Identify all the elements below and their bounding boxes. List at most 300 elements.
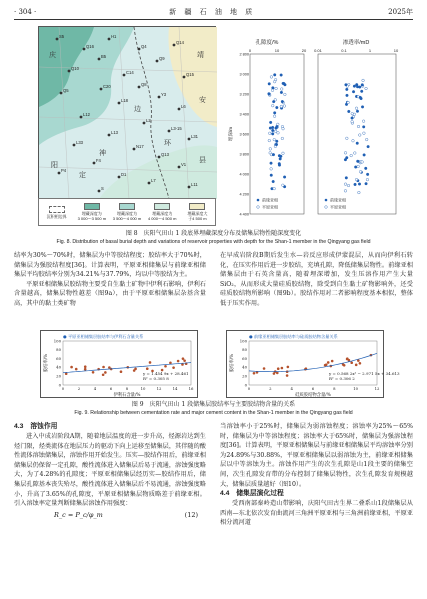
equation-body: R_c = P_c/φ_m — [54, 510, 103, 519]
well-label: Q15 — [186, 72, 194, 77]
data-point — [280, 155, 283, 158]
caption-en: Fig. 9. Relationship between cementation rate and major cement content in the Shan-1 member in the Qingyang gas field — [74, 410, 353, 416]
well-icon — [73, 144, 76, 147]
data-point — [351, 117, 354, 120]
well-icon — [98, 190, 101, 193]
tick-label: 0 — [58, 382, 61, 388]
tick-label: 0.1 — [341, 48, 347, 53]
data-point — [283, 105, 286, 108]
legend-item — [109, 199, 144, 225]
data-point — [354, 152, 357, 155]
panel-title: 渗透率/mD — [342, 40, 370, 46]
well-label: L12 — [83, 112, 90, 117]
data-point — [286, 370, 289, 373]
well-label: Q14 — [176, 40, 184, 45]
tick-label: 0 — [248, 48, 252, 53]
data-point — [75, 368, 78, 371]
r-squared: R² = 0.306 2 — [329, 376, 355, 381]
data-point — [358, 134, 361, 137]
data-point — [353, 85, 356, 88]
tick-label: 3 000 — [239, 72, 249, 77]
data-point — [280, 105, 283, 108]
data-point — [365, 182, 368, 185]
tick-label: 3 600 — [239, 132, 249, 137]
x-axis-label: 伊利石含量/% — [113, 393, 141, 398]
tick-label: 20 — [56, 373, 61, 379]
well-icon — [68, 70, 71, 73]
data-point — [356, 110, 359, 113]
data-point — [327, 361, 330, 364]
permeability-depth-panel — [314, 38, 398, 223]
data-point — [102, 373, 105, 376]
data-point — [146, 367, 149, 370]
legend-sub: 3 500～4 000 m — [112, 216, 142, 221]
well-icon — [80, 116, 83, 119]
data-point — [361, 161, 364, 164]
data-point — [269, 148, 272, 151]
well-icon — [148, 182, 151, 185]
region-label: 安 — [199, 96, 206, 104]
well-icon — [100, 88, 103, 91]
well-icon — [58, 172, 61, 175]
data-point — [275, 140, 278, 143]
well-icon — [138, 86, 141, 89]
data-point — [359, 170, 362, 173]
data-point — [359, 362, 362, 365]
legend-label: 埋藏深度为 — [117, 211, 137, 216]
tick-label: 80 — [242, 347, 247, 353]
well-icon — [108, 38, 111, 41]
tick-label: 8 — [333, 386, 336, 391]
data-point — [164, 365, 167, 368]
well-label: L33 — [76, 140, 83, 145]
data-point — [277, 367, 280, 370]
tick-label: 8 — [125, 386, 129, 391]
equation — [14, 509, 206, 523]
fig9a-svg — [41, 331, 199, 399]
well-icon — [143, 122, 146, 125]
well-label: Q4 — [141, 44, 147, 49]
well-label: L7 — [151, 178, 156, 183]
tick-label: 2 800 — [239, 52, 249, 57]
data-point — [134, 368, 137, 371]
data-point — [272, 87, 275, 90]
chart-title: ● 前缘亚相储集层胶结率与硅质胶结物含量关系 — [249, 334, 338, 339]
well-label: N17 — [136, 144, 144, 149]
section-heading: 4.3 溶蚀作用 — [14, 423, 58, 430]
legend-swatch — [154, 203, 170, 210]
data-point — [286, 374, 289, 377]
tick-label: 0 — [247, 386, 251, 391]
legend-swatch — [119, 203, 135, 210]
legend-marker — [325, 199, 328, 202]
data-point — [354, 183, 357, 186]
tick-label: 0 — [244, 382, 247, 388]
regression-equation: y = 1.454 9x + 28.461 — [143, 371, 189, 376]
tick-label: 0 — [61, 386, 65, 391]
legend-item — [145, 199, 180, 225]
data-point — [345, 83, 348, 86]
well-icon — [83, 48, 86, 51]
data-point — [268, 92, 271, 95]
well-label: L3-15 — [171, 126, 182, 131]
well-icon — [118, 176, 121, 179]
data-point — [346, 357, 349, 360]
well-label: C20 — [103, 84, 111, 89]
data-point — [346, 88, 349, 91]
data-point — [356, 142, 359, 145]
well-label: V1 — [181, 162, 187, 167]
chart-title: ● 平原亚相储集层胶结率与伊利石含量关系 — [63, 334, 144, 339]
data-point — [274, 130, 277, 133]
data-point — [355, 178, 358, 181]
data-point — [281, 367, 284, 370]
legend-item — [39, 199, 74, 225]
well-label: L13 — [111, 130, 118, 135]
well-label: L6 — [181, 104, 186, 109]
data-point — [366, 173, 369, 176]
region-label: 定 — [79, 171, 86, 179]
data-point — [108, 366, 111, 369]
year: 2025年 — [388, 8, 413, 16]
data-point — [282, 184, 285, 187]
tick-label: 20 — [242, 373, 247, 379]
data-point — [344, 190, 347, 193]
data-point — [277, 132, 280, 135]
data-point — [363, 132, 366, 135]
data-point — [355, 107, 358, 110]
data-point — [276, 372, 279, 375]
well-icon — [108, 134, 111, 137]
fig9b-scatter — [226, 330, 400, 398]
data-point — [362, 120, 365, 123]
right-column-top — [220, 251, 413, 309]
tick-label: 10 — [393, 48, 399, 53]
well-label: P4 — [61, 168, 67, 173]
well-icon — [183, 76, 186, 79]
region-label: 边 — [134, 105, 141, 113]
data-point — [345, 177, 348, 180]
fig8-burial-depth-map — [38, 26, 216, 198]
data-point — [354, 166, 357, 169]
tick-label: 60 — [56, 355, 61, 361]
region-label: 县 — [199, 156, 206, 164]
tick-label: 20 — [301, 48, 307, 53]
well-label: L18 — [121, 98, 128, 103]
tick-label: 10 — [140, 386, 146, 391]
data-point — [272, 153, 275, 156]
well-icon — [178, 166, 181, 169]
data-point — [362, 126, 365, 129]
data-point — [270, 174, 273, 177]
data-point — [367, 145, 370, 148]
data-point — [357, 125, 360, 128]
well-label: Q8 — [141, 82, 147, 87]
data-point — [275, 127, 278, 130]
data-point — [271, 133, 274, 136]
legend-item — [74, 199, 109, 225]
well-label: B5 — [101, 54, 107, 59]
data-point — [280, 74, 283, 77]
data-point — [104, 371, 107, 374]
data-point — [347, 101, 350, 104]
legend-sub: 3 000～3 500 m — [77, 216, 107, 221]
data-point — [352, 139, 355, 142]
legend-label: 平原亚相 — [262, 204, 278, 210]
legend-sub: 4 000～4 500 m — [147, 216, 177, 221]
data-point — [273, 115, 276, 118]
well-label: L31 — [191, 134, 198, 139]
data-point — [275, 87, 278, 90]
data-point — [268, 132, 271, 135]
data-point — [282, 127, 285, 130]
well-icon — [133, 148, 136, 151]
region-label: 靖 — [197, 51, 204, 59]
running-header — [14, 6, 413, 18]
tick-label: 3 400 — [239, 112, 249, 117]
tick-label: 100 — [53, 338, 61, 344]
paragraph: 结率为30%～70%时，储集层为中等胶结程度；胶结率大于70%时，储集层为强胶结程度[36]。计算表明，平原亚相储集层与前缘亚相储集层平均胶结率分别为34.21%与37.79%，均以中等胶结为主。 — [14, 252, 206, 279]
data-point — [279, 158, 282, 161]
fig8-caption — [14, 230, 413, 246]
tick-label: 3 200 — [239, 92, 249, 97]
data-point — [353, 113, 356, 116]
well-label: S5 — [59, 34, 65, 39]
journal-name: 新 疆 石 油 地 质 — [169, 8, 256, 16]
porosity-plot — [228, 46, 306, 226]
tick-label: 4 200 — [239, 192, 249, 197]
data-point — [272, 180, 275, 183]
tick-label: 3 800 — [239, 152, 249, 157]
x-axis-label: 硅质胶结物含量/% — [295, 393, 331, 398]
fig9b-svg — [227, 331, 400, 399]
data-point — [271, 89, 274, 92]
axis-label: 埋深/m — [228, 127, 233, 141]
tick-label: 4 400 — [239, 212, 249, 217]
data-point — [177, 360, 180, 363]
legend-marker — [257, 206, 260, 209]
legend-label: 埋藏深度为 — [152, 211, 173, 216]
well-icon — [173, 44, 176, 47]
r-squared: R² = 0.305 8 — [143, 376, 169, 381]
well-label: Q5 — [63, 88, 69, 93]
data-point — [364, 167, 367, 170]
tick-label: 12 — [156, 386, 162, 391]
data-point — [270, 162, 273, 165]
tick-label: 10 — [353, 386, 359, 391]
data-point — [358, 86, 361, 89]
tick-label: 1 — [368, 48, 372, 53]
data-point — [360, 90, 363, 93]
data-point — [169, 362, 172, 365]
tick-label: 2 — [77, 386, 81, 391]
equation-number: (12) — [184, 510, 198, 519]
data-point — [346, 137, 349, 140]
paragraph: 进入中成岩阶段A期，随着地层温度的进一步升高，烃源岩达到生烃门限，烃类流体在地层压力的驱动下向上运移至储集层，其伴随的酸性流体溶蚀储集层，溶蚀作用开始发生。压实—胶结作用后，前缘亚相储集层仍保留一定孔隙，酸性流体进入储集层后易于流通，溶蚀强度略大，为了4.28%的孔隙度；平原亚相储集层经历实—胶结作用后，储集层孔隙基本丧失殆尽，酸性流体进入储集层后不易流通，溶蚀强度略小，升高了3.65%的孔隙度，平原亚相储集层物质略差于前缘亚相。引入溶蚀率定量判断储集层溶蚀作用强度： — [14, 433, 206, 508]
well-label: S — [101, 186, 104, 191]
data-point — [357, 165, 360, 168]
data-point — [273, 138, 276, 141]
tick-label: 80 — [56, 347, 61, 353]
data-point — [273, 80, 276, 83]
legend-label: 埋藏深度大 — [187, 211, 208, 216]
panel-title: 孔隙度/% — [255, 40, 279, 46]
data-point — [271, 129, 274, 132]
y-axis-label: 胶结率/% — [230, 353, 235, 373]
tick-label: 100 — [239, 338, 247, 344]
legend-swatch — [189, 203, 205, 210]
tick-label: 12 — [374, 386, 380, 391]
data-point — [347, 110, 350, 113]
legend-label: 埋藏深度为 — [81, 211, 102, 216]
data-point — [270, 168, 273, 171]
data-point — [284, 93, 287, 96]
tick-label: 10 — [274, 48, 280, 53]
well-icon — [118, 102, 121, 105]
tick-label: 60 — [242, 355, 247, 361]
data-point — [362, 79, 365, 82]
right-column-bottom — [220, 422, 413, 528]
data-point — [269, 121, 272, 124]
data-point — [363, 154, 366, 157]
caption-cn: 图 8 庆阳气田山 1 段底界埋藏深度分布及储集层物性随深度变化 — [125, 230, 302, 237]
tick-label: 6 — [311, 386, 315, 391]
well-icon — [98, 58, 101, 61]
well-icon — [156, 60, 159, 63]
paragraph: 平原亚相储集层胶结物主要受自生黏土矿物中伊利石影响，伊利石含量越高，储集层物性越差（图9a），由于平原亚相储集层杂基含量高，其中的黏土类矿物 — [14, 280, 206, 307]
data-point — [275, 143, 278, 146]
regression-equation: y = 0.568 2x² − 2.971 5x + 34.613 — [329, 371, 400, 376]
well-label: Q13 — [161, 152, 169, 157]
paragraph: 在早成岩阶段B期后发生水—岩反应形成伊蒙混层，从而向伊利石转化，在压实作用后进一步胶结，充填孔隙，降低储集层物性。前缘亚相储集层由于石英含量高，随着埋深增加，发生压溶作用产生大量SiO₂，从而形成大量硅质胶结物，除受到自生黏土矿物影响外，还受硅质胶结物所影响（图9b）。胶结作用对二者影响程度基本相似，整体低于压实作用。 — [220, 252, 413, 307]
page-number: · 304 · — [14, 8, 37, 16]
legend-label: 沉积相边界 — [46, 213, 67, 219]
tick-label: 16 — [188, 386, 194, 391]
data-point — [350, 361, 353, 364]
data-point — [273, 112, 276, 115]
tick-label: 4 — [93, 386, 97, 391]
legend-swatch — [84, 203, 100, 210]
data-point — [280, 88, 283, 91]
well-icon — [60, 92, 63, 95]
data-point — [361, 84, 364, 87]
well-icon — [138, 48, 141, 51]
fig9a-scatter — [40, 330, 198, 398]
well-icon — [188, 138, 191, 141]
region-label: 庆 — [49, 51, 56, 59]
data-point — [347, 184, 350, 187]
data-point — [92, 371, 95, 374]
tick-label: 4 000 — [239, 172, 249, 177]
paragraph: 当溶蚀率小于25%时，储集层为弱溶蚀程度；溶蚀率为25%～65%时，储集层为中等溶蚀程度；溶蚀率大于65%时，储集层为强溶蚀程度[36]。计算表明，平原亚相储集层与前缘亚相储集层平均溶蚀率分别为24.89%与30.88%，平原亚相储集层以弱溶蚀为主，前缘亚相储集层以中等溶蚀为主。溶蚀作用产生的次生孔隙是山1段主要的储集空间，次生孔隙发育带的分布控制了储集层物性，次生孔隙发育规模越大，储集层质量越好（图10）。 — [220, 423, 413, 488]
left-column-top — [14, 251, 206, 309]
legend-marker — [257, 199, 260, 202]
well-icon — [178, 108, 181, 111]
legend-sub: 于4 500 m — [188, 216, 207, 221]
legend-label: 前缘亚相 — [262, 197, 278, 203]
data-point — [358, 191, 361, 194]
data-point — [281, 137, 284, 140]
data-point — [365, 138, 368, 141]
legend-label: 前缘亚相 — [330, 197, 346, 203]
data-point — [182, 357, 185, 360]
data-point — [284, 83, 287, 86]
data-point — [359, 96, 362, 99]
tick-label: 0.01 — [314, 48, 322, 53]
well-label: F4 — [96, 158, 101, 163]
legend-swatch — [49, 206, 65, 213]
data-point — [120, 370, 123, 373]
data-point — [263, 367, 266, 370]
data-point — [344, 158, 347, 161]
data-point — [272, 100, 275, 103]
tick-label: 2 — [269, 386, 272, 391]
data-point — [102, 366, 105, 369]
data-point — [343, 364, 346, 367]
paragraph: 受西南部秦岭造山带影响，庆阳气田古生界二叠系山1段储集层从西南—东北依次发育曲流河三角洲平原亚相与三角洲前缘亚相，平原亚相分流河道 — [220, 500, 413, 527]
header-rule — [14, 19, 413, 20]
data-point — [276, 106, 279, 109]
well-icon — [123, 74, 126, 77]
legend-marker — [325, 206, 328, 209]
data-point — [273, 74, 276, 77]
data-point — [365, 87, 368, 90]
data-point — [268, 83, 271, 86]
tick-label: 40 — [242, 364, 247, 370]
data-point — [344, 183, 347, 186]
data-point — [269, 127, 272, 130]
tick-label: 6 — [109, 386, 113, 391]
data-point — [278, 162, 281, 165]
data-point — [270, 76, 273, 79]
well-label: Y3 — [161, 92, 167, 97]
data-point — [281, 100, 284, 103]
well-label: Q16 — [86, 44, 94, 49]
fig8-legend — [38, 198, 216, 226]
y-axis-label: 胶结率/% — [44, 353, 49, 373]
data-point — [84, 365, 87, 368]
porosity-depth-panel — [228, 38, 306, 223]
data-point — [287, 366, 290, 369]
data-point — [280, 91, 283, 94]
well-label: H1 — [111, 34, 117, 39]
data-point — [356, 160, 359, 163]
well-icon — [188, 186, 191, 189]
data-point — [253, 372, 256, 375]
well-label: D1 — [121, 172, 127, 177]
section-heading: 4.4 储集层演化过程 — [220, 490, 284, 498]
data-point — [350, 154, 353, 157]
data-point — [70, 366, 73, 369]
data-point — [355, 364, 358, 367]
permeability-plot — [314, 46, 398, 226]
legend-item — [180, 199, 215, 225]
data-point — [268, 139, 271, 142]
well-label: C14 — [126, 70, 134, 75]
data-point — [351, 120, 354, 123]
caption-cn: 图 9 庆阳气田山 1 段储集层胶结率与主要胶结物含量的关系 — [131, 401, 296, 408]
data-point — [352, 90, 355, 93]
data-point — [84, 368, 87, 371]
well-icon — [158, 156, 161, 159]
left-column-bottom — [14, 422, 206, 522]
data-point — [183, 359, 186, 362]
data-point — [331, 360, 334, 363]
data-point — [271, 104, 274, 107]
map-svg — [39, 27, 217, 199]
fig9-caption — [14, 401, 413, 417]
tick-label: 14 — [172, 386, 178, 391]
